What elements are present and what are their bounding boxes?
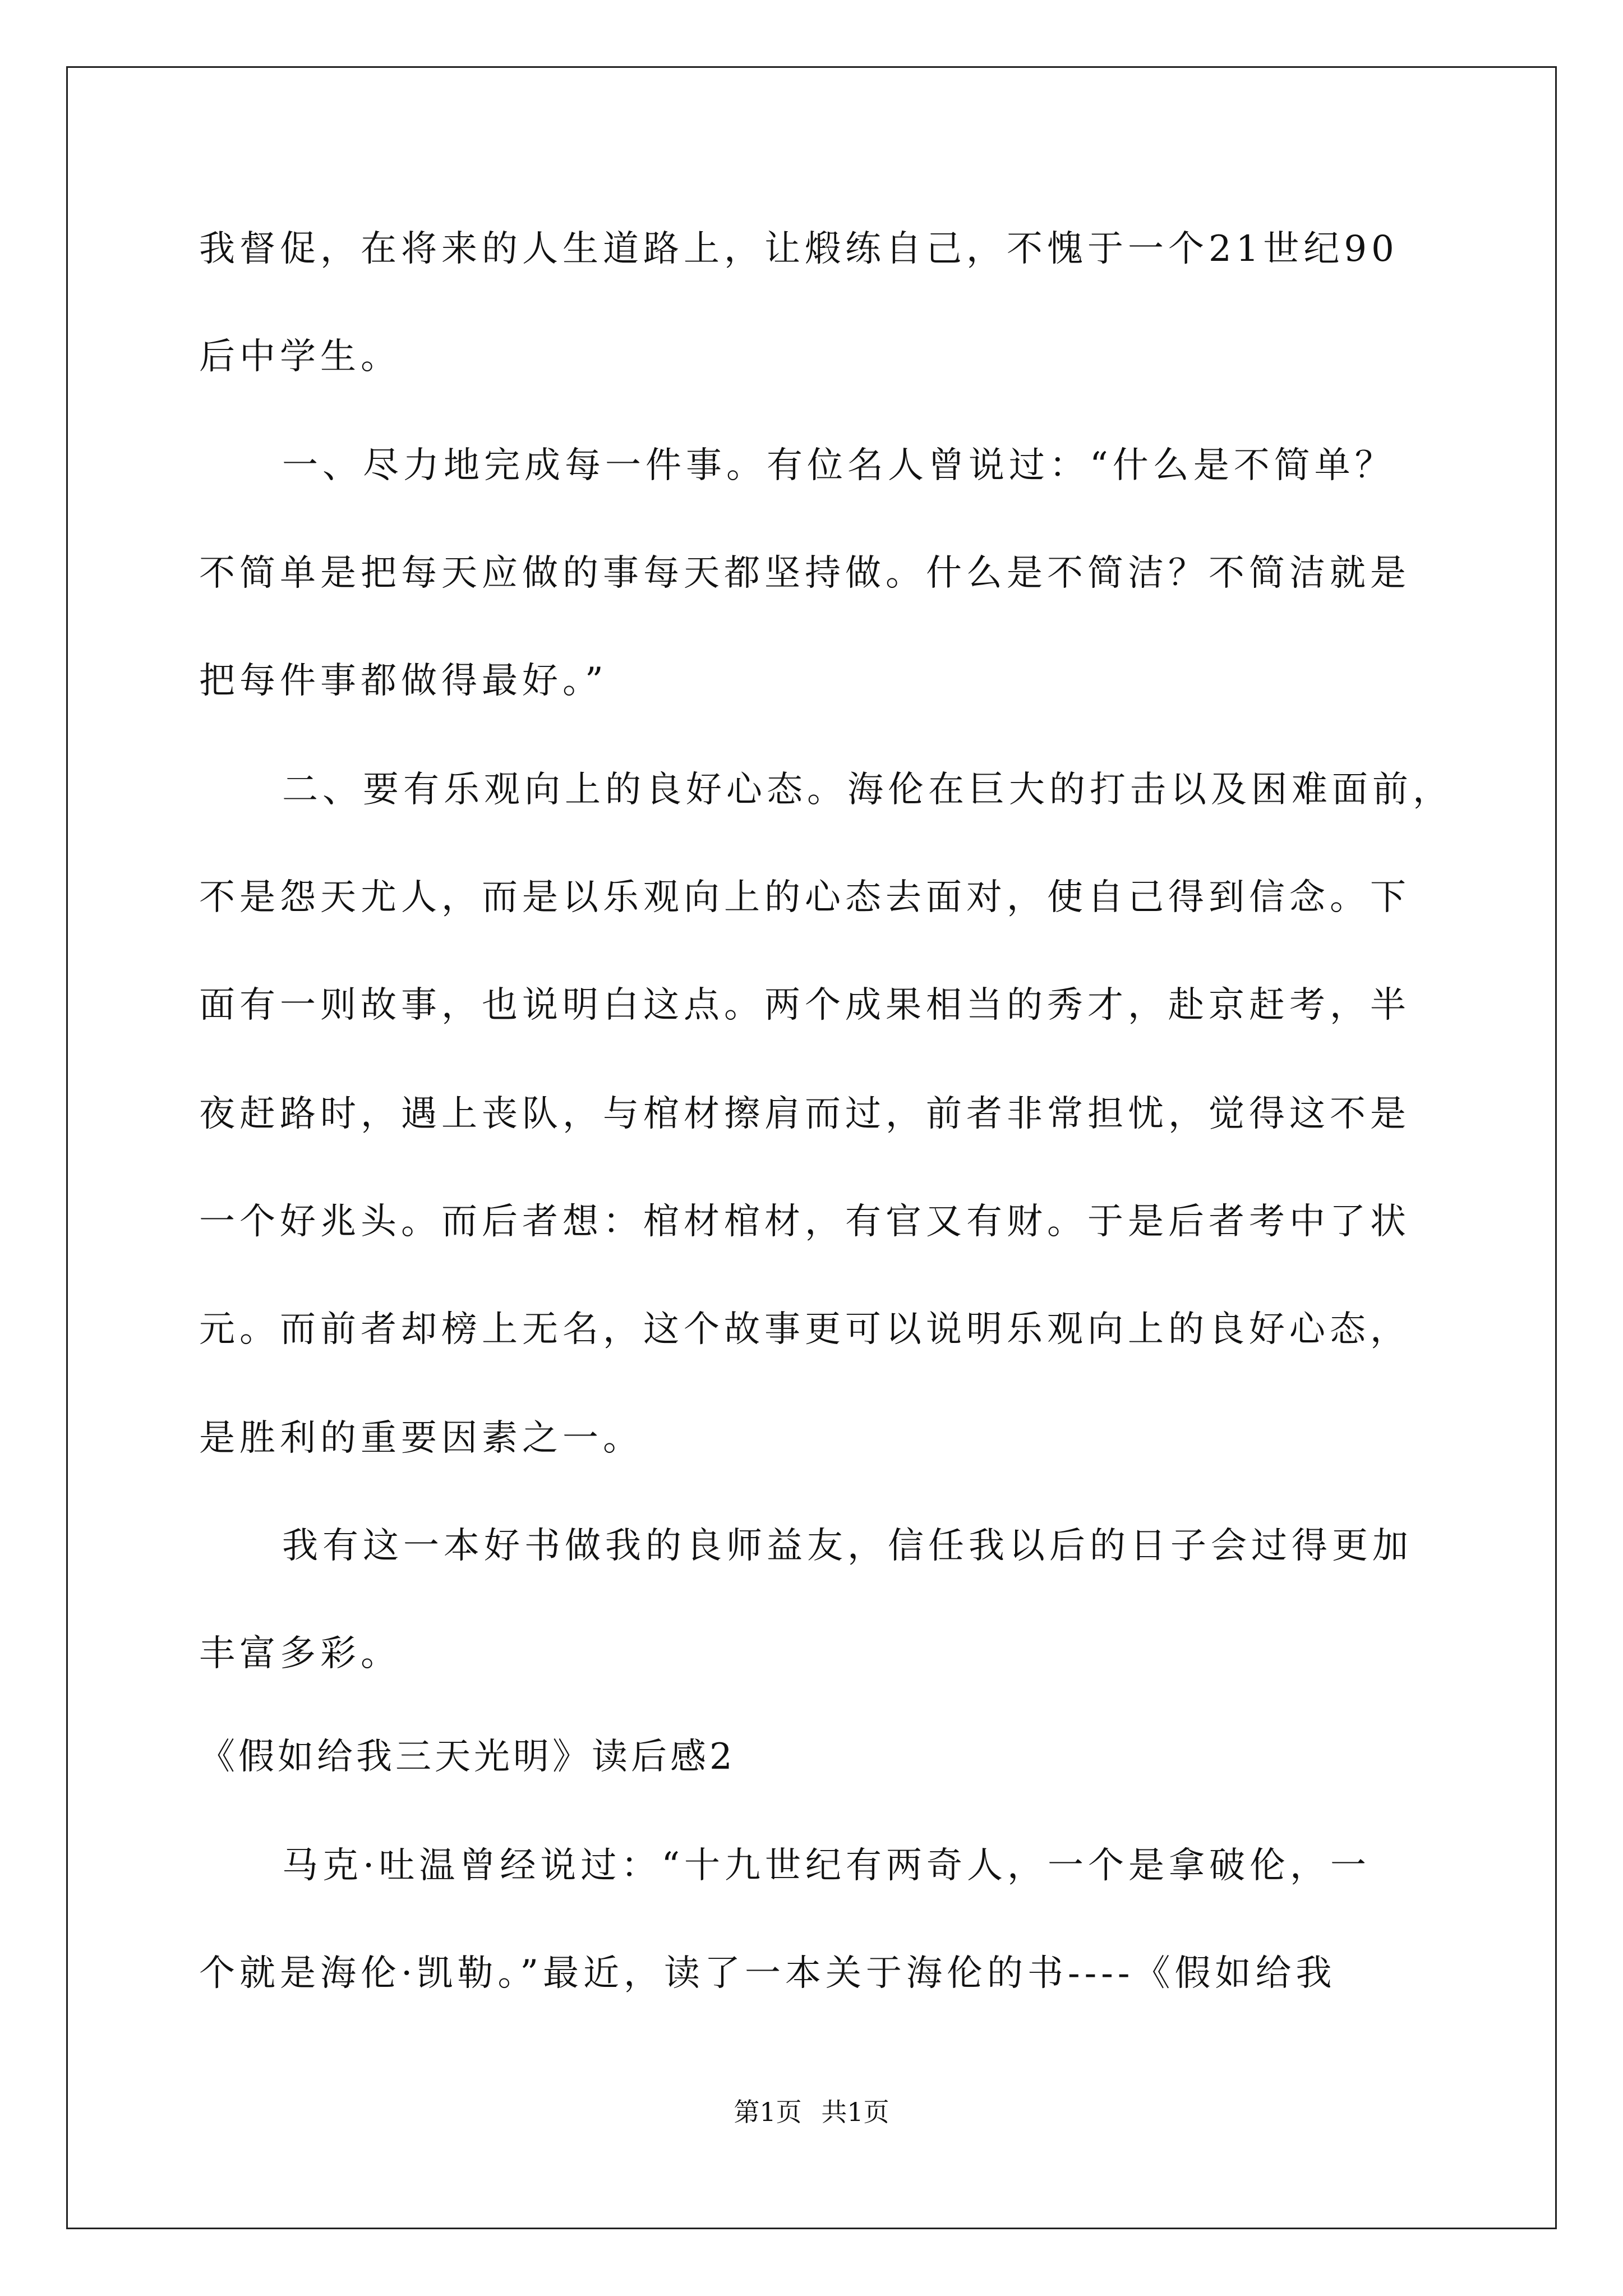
text-line-3: 一、尽力地完成每一件事。有位名人曾说过：“什么是不简单？ <box>282 445 1395 486</box>
text-line-1: 我督促，在将来的人生道路上，让煅练自己，不愧于一个21世纪90 <box>199 228 1399 270</box>
text-line-10: 一个好兆头。而后者想：棺材棺材，有官又有财。于是后者考中了状 <box>199 1201 1410 1243</box>
text-line-13: 我有这一本好书做我的良师益友，信任我以后的日子会过得更加 <box>282 1525 1413 1567</box>
text-line-14: 丰富多彩。 <box>199 1633 401 1674</box>
text-line-6: 二、要有乐观向上的良好心态。海伦在巨大的打击以及困难面前， <box>282 769 1453 811</box>
section-heading: 《假如给我三天光明》读后感2 <box>199 1736 736 1778</box>
text-line-11: 元。而前者却榜上无名，这个故事更可以说明乐观向上的良好心态， <box>199 1309 1410 1350</box>
page-footer <box>0 2099 1623 2125</box>
text-line-4: 不简单是把每天应做的事每天都坚持做。什么是不简洁？不简洁就是 <box>199 553 1410 594</box>
text-line-5: 把每件事都做得最好。” <box>199 660 608 702</box>
page-total: 共1页 <box>821 2097 889 2127</box>
text-line-15: 马克·吐温曾经说过：“十九世纪有两奇人，一个是拿破伦，一 <box>282 1845 1371 1887</box>
text-line-12: 是胜利的重要因素之一。 <box>199 1418 643 1459</box>
page-number: 第1页 <box>734 2097 802 2127</box>
page-frame <box>66 66 1557 2229</box>
text-line-16: 个就是海伦·凯勒。”最近，读了一本关于海伦的书----《假如给我 <box>199 1953 1336 1994</box>
text-line-7: 不是怨天尤人，而是以乐观向上的心态去面对，使自己得到信念。下 <box>199 877 1410 918</box>
text-line-9: 夜赶路时，遇上丧队，与棺材擦肩而过，前者非常担忧，觉得这不是 <box>199 1093 1410 1135</box>
text-line-2: 后中学生。 <box>199 336 401 378</box>
text-line-8: 面有一则故事，也说明白这点。两个成果相当的秀才，赴京赶考，半 <box>199 984 1410 1026</box>
